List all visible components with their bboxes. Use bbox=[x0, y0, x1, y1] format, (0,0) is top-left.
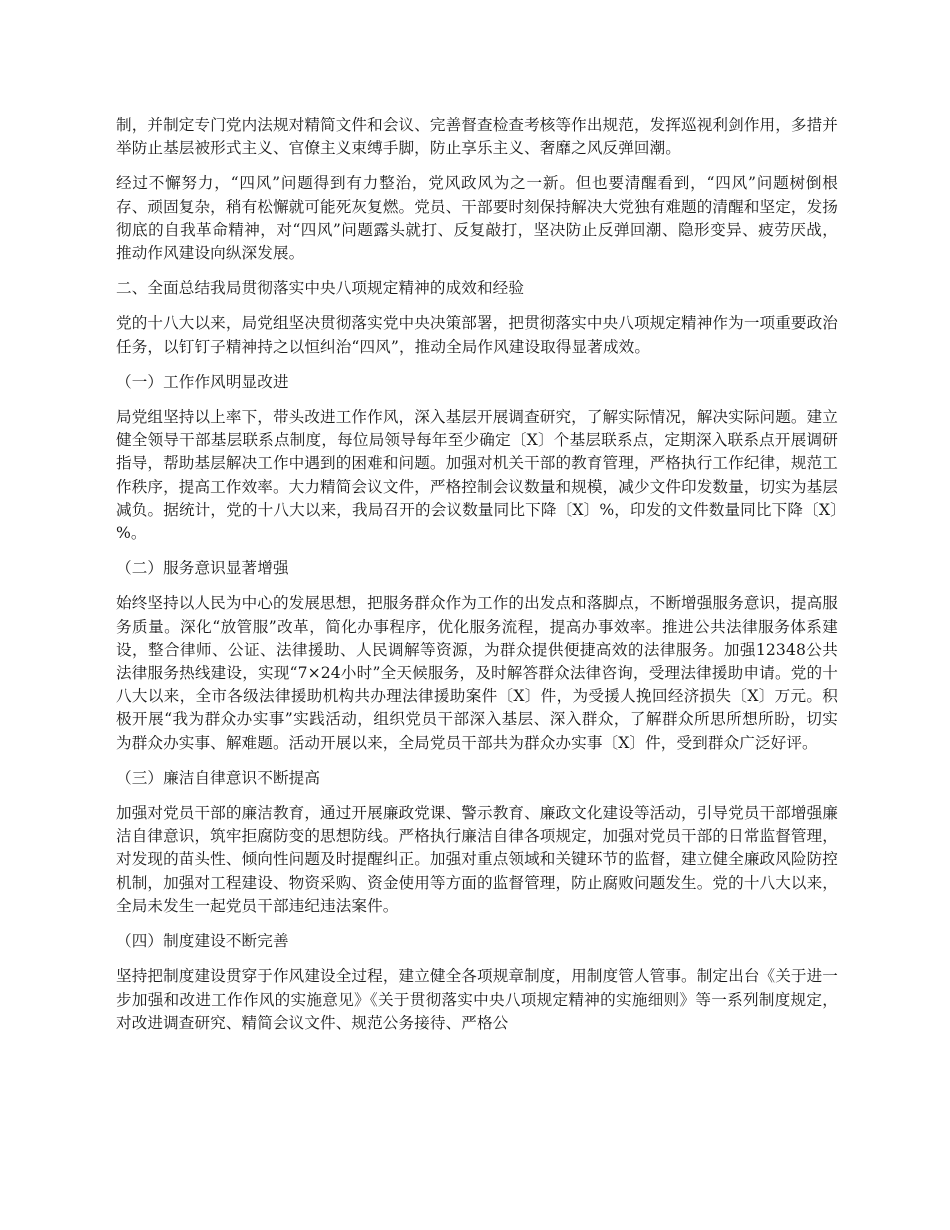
paragraph-service-awareness: 始终坚持以人民为中心的发展思想，把服务群众作为工作的出发点和落脚点，不断增强服务意识，提高服务质量。深化“放管服”改革，简化办事程序，优化服务流程，提高办事效率。推进公共法律服务体系建设，整合律师、公证、法律援助、人民调解等资源，为群众提供便捷高效的法律服务。加强12348公共法律服务热线建设，实现“7×24小时”全天候服务，及时解答群众法律咨询，受理法律援助申请。党的十八大以来，全市各级法律援助机构共办理法律援助案件〔X〕件，为受援人挽回经济损失〔X〕万元。积极开展“我为群众办实事”实践活动，组织党员干部深入基层、深入群众，了解群众所思所想所盼，切实为群众办实事、解难题。活动开展以来，全局党员干部共为群众办实事〔X〕件，受到群众广泛好评。 bbox=[116, 594, 838, 752]
paragraph-institution-building: 坚持把制度建设贯穿于作风建设全过程，建立健全各项规章制度，用制度管人管事。制定出台《关于进一步加强和改进工作作风的实施意见》《关于贯彻落实中央八项规定精神的实施细则》等一系列制度规定，对改进调查研究、精简会议文件、规范公务接待、严格公 bbox=[116, 967, 838, 1032]
paragraph-section-two-intro: 党的十八大以来，局党组坚决贯彻落实党中央决策部署，把贯彻落实中央八项规定精神作为一项重要政治任务，以钉钉子精神持之以恒纠治“四风”，推动全局作风建设取得显著成效。 bbox=[116, 314, 838, 356]
paragraph-intro-continuation: 制，并制定专门党内法规对精简文件和会议、完善督查检查考核等作出规范，发挥巡视利剑作用，多措并举防止基层被形式主义、官僚主义束缚手脚，防止享乐主义、奢靡之风反弹回潮。 bbox=[116, 116, 838, 158]
subheading-service-awareness: （二）服务意识显著增强 bbox=[116, 559, 289, 578]
subheading-work-style: （一）工作作风明显改进 bbox=[116, 372, 289, 391]
paragraph-work-style: 局党组坚持以上率下，带头改进工作作风，深入基层开展调查研究，了解实际情况，解决实际问题。建立健全领导干部基层联系点制度，每位局领导每年至少确定〔X〕个基层联系点，定期深入联系点开展调研指导，帮助基层解决工作中遇到的困难和问题。加强对机关干部的教育管理，严格执行工作纪律，规范工作秩序，提高工作效率。大力精简会议文件，严格控制会议数量和规模，减少文件印发数量，切实为基层减负。据统计，党的十八大以来，我局召开的会议数量同比下降〔X〕%，印发的文件数量同比下降〔X〕%。 bbox=[116, 408, 838, 543]
paragraph-four-winds-summary: 经过不懈努力，“四风”问题得到有力整治，党风政风为之一新。但也要清醒看到，“四风”问题树倒根存、顽固复杂，稍有松懈就可能死灰复燃。党员、干部要时刻保持解决大党独有难题的清醒和坚定，发扬彻底的自我革命精神，对“四风”问题露头就打、反复敲打，坚决防止反弹回潮、隐形变异、疲劳厌战，推动作风建设向纵深发展。 bbox=[116, 174, 838, 263]
subheading-institution-building: （四）制度建设不断完善 bbox=[116, 932, 289, 951]
document-page bbox=[116, 114, 838, 1047]
subheading-integrity: （三）廉洁自律意识不断提高 bbox=[116, 768, 321, 787]
paragraph-integrity: 加强对党员干部的廉洁教育，通过开展廉政党课、警示教育、廉政文化建设等活动，引导党员干部增强廉洁自律意识，筑牢拒腐防变的思想防线。严格执行廉洁自律各项规定，加强对党员干部的日常监督管理，对发现的苗头性、倾向性问题及时提醒纠正。加强对重点领域和关键环节的监督，建立健全廉政风险防控机制，加强对工程建设、物资采购、资金使用等方面的监督管理，防止腐败问题发生。党的十八大以来，全局未发生一起党员干部违纪违法案件。 bbox=[116, 804, 838, 915]
section-heading-two: 二、全面总结我局贯彻落实中央八项规定精神的成效和经验 bbox=[116, 279, 525, 298]
